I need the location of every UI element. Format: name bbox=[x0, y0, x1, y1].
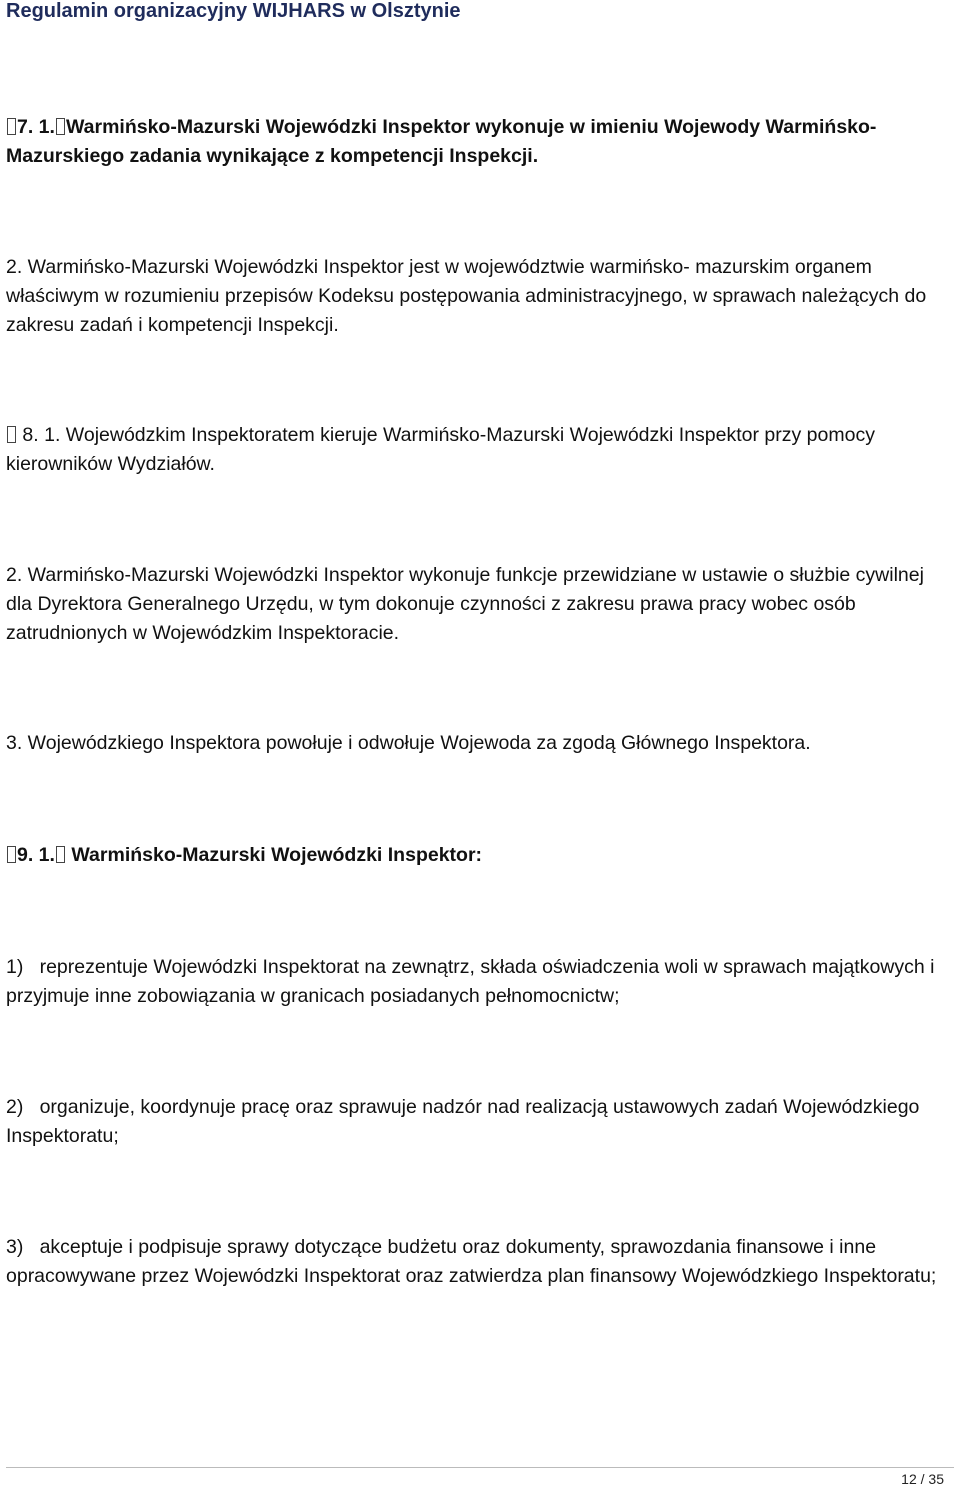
section-8-number: 8. 1. bbox=[22, 424, 61, 446]
section-7-2-text: 2. Warmińsko-Mazurski Wojewódzki Inspektor jest w województwie warmińsko- mazurskim organem właściwym w rozumieniu przepisów Kodeksu postępowania administracyjnego, w sprawach należących do zakresu zadań i kompetencji Inspekcji. bbox=[6, 256, 927, 336]
section-9-1-text: Warmińsko-Mazurski Wojewódzki Inspektor: bbox=[71, 844, 483, 866]
section-mark-icon bbox=[7, 426, 16, 443]
page-number: 12 / 35 bbox=[901, 1471, 944, 1487]
list-item-3 bbox=[6, 1233, 954, 1291]
section-7-1-text: Warmińsko-Mazurski Wojewódzki Inspektor wykonuje w imieniu Wojewody Warmińsko-Mazurskiego zadania wynikające z kompetencji Inspekcji. bbox=[6, 116, 877, 167]
section-9-number: 9. 1. bbox=[17, 844, 55, 866]
section-8-1 bbox=[6, 421, 954, 479]
section-8-3-text: 3. Wojewódzkiego Inspektora powołuje i odwołuje Wojewoda za zgodą Głównego Inspektora. bbox=[6, 732, 811, 754]
section-9-1 bbox=[6, 841, 954, 870]
list-item-3-text: 3) akceptuje i podpisuje sprawy dotyczące budżetu oraz dokumenty, sprawozdania finansowe i inne opracowywane przez Wojewódzki Inspektorat oraz zatwierdza plan finansowy Wojewódzkiego Inspektoratu; bbox=[6, 1236, 937, 1287]
footer-divider bbox=[6, 1467, 954, 1468]
section-7-2 bbox=[6, 253, 954, 340]
section-mark-icon bbox=[7, 118, 16, 135]
section-8-3 bbox=[6, 729, 954, 758]
section-mark-icon bbox=[56, 846, 65, 863]
section-mark-icon bbox=[7, 846, 16, 863]
list-item-1 bbox=[6, 953, 954, 1011]
section-8-2-text: 2. Warmińsko-Mazurski Wojewódzki Inspektor wykonuje funkcje przewidziane w ustawie o służbie cywilnej dla Dyrektora Generalnego Urzędu, w tym dokonuje czynności z zakresu prawa pracy wobec osób zatrudnionych w Wojewódzkim Inspektoracie. bbox=[6, 564, 924, 644]
list-item-2 bbox=[6, 1093, 954, 1151]
section-mark-icon bbox=[56, 118, 65, 135]
section-8-2 bbox=[6, 561, 954, 648]
section-8-1-text: Wojewódzkim Inspektoratem kieruje Warmińsko-Mazurski Wojewódzki Inspektor przy pomocy kierowników Wydziałów. bbox=[6, 424, 875, 475]
list-item-2-text: 2) organizuje, koordynuje pracę oraz sprawuje nadzór nad realizacją ustawowych zadań Wojewódzkiego Inspektoratu; bbox=[6, 1096, 925, 1147]
section-7-number: 7. 1. bbox=[17, 116, 55, 138]
document-header: Regulamin organizacyjny WIJHARS w Olsztynie bbox=[6, 0, 461, 22]
section-7-1 bbox=[6, 113, 954, 171]
list-item-1-text: 1) reprezentuje Wojewódzki Inspektorat na zewnątrz, składa oświadczenia woli w sprawach majątkowych i przyjmuje inne zobowiązania w granicach posiadanych pełnomocnictw; bbox=[6, 956, 940, 1007]
